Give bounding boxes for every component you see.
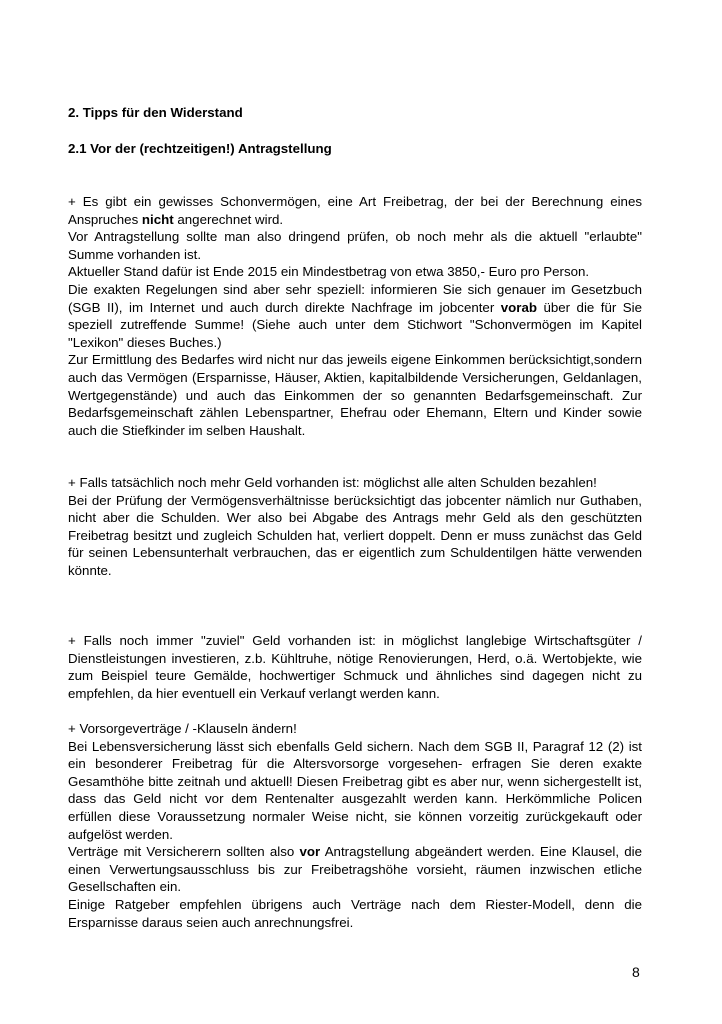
paragraph: + Falls noch immer "zuviel" Geld vorhanden ist: in möglichst langlebige Wirtschaftsgüter / Dienstleistungen investieren, z.b. Kühltruhe, nötige Renovierungen, Herd, o.ä. Wertobjekte, wie zum Beispiel teure Gemälde, hochwertiger Schmuck und ähnliches sind dagegen nicht zu empfehlen, da hier eventuell ein Verkauf verlangt werden kann. (68, 633, 642, 701)
schulden-section (68, 474, 642, 580)
vorsorge-section (68, 720, 642, 931)
paragraph: Bei Lebensversicherung lässt sich ebenfalls Geld sichern. Nach dem SGB II, Paragraf 12 (2) ist ein besonderer Freibetrag für die Altersvorsorge vorgesehen- erfragen Sie deren exakte Gesamthöhe bitte zeitnah und aktuell! Diesen Freibetrag gibt es aber nur, wenn sichergestellt ist, dass das Geld nicht vor dem Rentenalter ausgezahlt werden kann. Herkömmliche Policen erfüllen diese Voraussetzung normaler Weise nicht, sie können vorzeitig zurückgekauft oder aufgelöst werden. (68, 738, 642, 842)
page-number: 8 (632, 964, 640, 980)
schonvermoegen-section (68, 193, 642, 439)
paragraph: + Vorsorgeverträge / -Klauseln ändern! (68, 721, 297, 736)
paragraph: Vor Antragstellung sollte man also dringend prüfen, ob noch mehr als die aktuell "erlaubte" Summe vorhanden ist. (68, 229, 642, 262)
paragraph: Einige Ratgeber empfehlen übrigens auch Verträge nach dem Riester-Modell, denn die Ersparnisse daraus seien auch anrechnungsfrei. (68, 896, 642, 930)
paragraph: Aktueller Stand dafür ist Ende 2015 ein Mindestbetrag von etwa 3850,- Euro pro Person. (68, 264, 590, 280)
paragraph: Zur Ermittlung des Bedarfes wird nicht nur das jeweils eigene Einkommen berücksichtigt,sondern auch das Vermögen (Ersparnisse, Häuser, Aktien, kapitalbildende Versicherungen, Geldanlagen, Wertgegenstände) und auch das Einkommen der so genannten Bedarfsgemeinschaft. Zur Bedarfsgemeinschaft zählen Lebenspartner, Ehefrau oder Ehemann, Eltern und Kinder sowie auch die Stiefkinder im selben Haushalt. (68, 352, 642, 438)
paragraph: Die exakten Regelungen sind aber sehr speziell: informieren Sie sich genauer im Gesetzbuch (SGB II), im Internet und auch durch direkte Nachfrage im jobcenter vorab über die für Sie speziell zutreffende Summe! (Siehe auch unter dem Stichwort "Schonvermögen im Kapitel "Lexikon" dieses Buches.) (68, 281, 642, 350)
section-heading: 2. Tipps für den Widerstand (68, 105, 243, 120)
paragraph: Bei der Prüfung der Vermögensverhältnisse berücksichtigt das jobcenter nämlich nur Guthaben, nicht aber die Schulden. Wer also bei Abgabe des Antrags mehr Geld als den geschützten Freibetrag besitzt und zugleich Schulden hat, verliert doppelt. Denn er muss zunächst das Geld für seinen Lebensunterhalt verbrauchen, das er eigentlich zum Schuldentilgen hätte verwenden könnte. (68, 492, 642, 578)
paragraph: + Falls tatsächlich noch mehr Geld vorhanden ist: möglichst alle alten Schulden bezahlen! (68, 475, 597, 490)
paragraph: Verträge mit Versicherern sollten also vor Antragstellung abgeändert werden. Eine Klausel, die einen Verwertungsausschluss bis zur Freibetragshöhe vorsieht, räumen inzwischen etliche Gesellschaften ein. (68, 844, 642, 895)
paragraph: + Es gibt ein gewisses Schonvermögen, eine Art Freibetrag, der bei der Berechnung eines Anspruches nicht angerechnet wird. (68, 194, 642, 227)
subsection-heading: 2.1 Vor der (rechtzeitigen!) Antragstellung (68, 141, 332, 156)
investieren-section (68, 632, 642, 702)
